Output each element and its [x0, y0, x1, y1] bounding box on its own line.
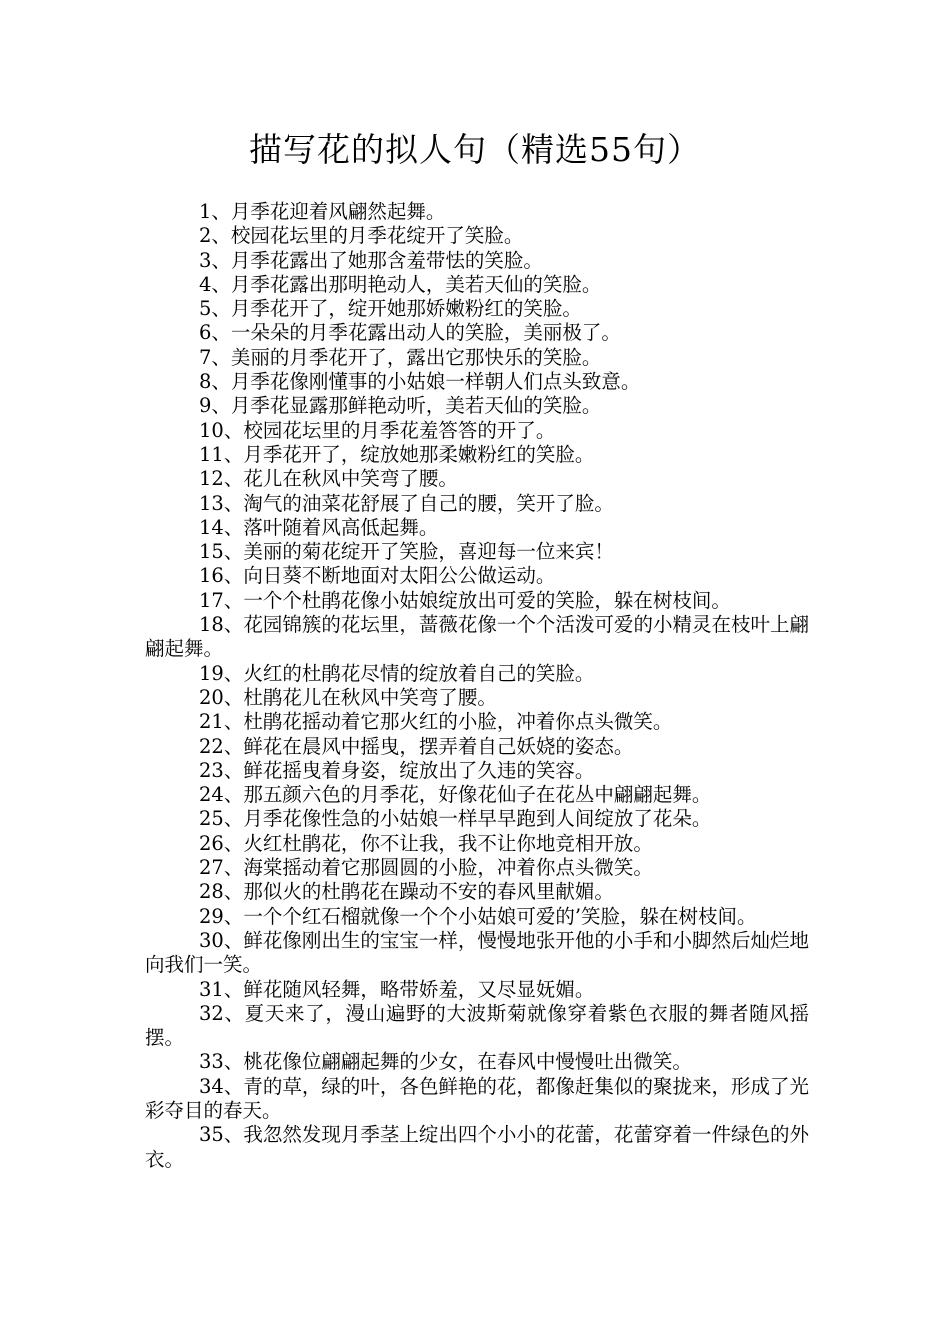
paragraph-15: 15、美丽的菊花绽开了笑脸，喜迎每一位来宾！ — [199, 540, 614, 564]
document-title: 描写花的拟人句（精选55句） — [249, 130, 701, 169]
paragraph-25: 25、月季花像性急的小姑娘一样早早跑到人间绽放了花朵。 — [199, 807, 712, 831]
paragraph-28: 28、那似火的杜鹃花在躁动不安的春风里献媚。 — [199, 880, 614, 904]
paragraph-26: 26、火红杜鹃花，你不让我，我不让你地竞相开放。 — [199, 831, 653, 855]
paragraph-13: 13、淘气的油菜花舒展了自己的腰，笑开了脸。 — [199, 491, 614, 515]
paragraph-11: 11、月季花开了，绽放她那柔嫩粉红的笑脸。 — [199, 442, 595, 466]
paragraph-12: 12、花儿在秋风中笑弯了腰。 — [199, 467, 458, 491]
paragraph-24: 24、那五颜六色的月季花，好像花仙子在花丛中翩翩起舞。 — [199, 783, 712, 807]
paragraph-8: 8、月季花像刚懂事的小姑娘一样朝人们点头致意。 — [199, 370, 641, 394]
paragraph-19: 19、火红的杜鹃花尽情的绽放着自己的笑脸。 — [199, 661, 595, 685]
paragraph-33: 33、桃花像位翩翩起舞的少女，在春风中慢慢吐出微笑。 — [199, 1050, 692, 1074]
paragraph-10: 10、校园花坛里的月季花羞答答的开了。 — [199, 418, 556, 442]
paragraph-9: 9、月季花显露那鲜艳动听，美若天仙的笑脸。 — [199, 394, 602, 418]
paragraph-7: 7、美丽的月季花开了，露出它那快乐的笑脸。 — [199, 345, 602, 369]
paragraph-22: 22、鲜花在晨风中摇曳，摆弄着自己妖娆的姿态。 — [199, 734, 634, 758]
paragraph-21: 21、杜鹃花摇动着它那火红的小脸，冲着你点头微笑。 — [199, 710, 673, 734]
paragraph-23: 23、鲜花摇曳着身姿，绽放出了久违的笑容。 — [199, 758, 595, 782]
paragraph-3: 3、月季花露出了她那含羞带怯的笑脸。 — [199, 248, 543, 272]
paragraph-4: 4、月季花露出那明艳动人，美若天仙的笑脸。 — [199, 272, 602, 296]
document-body — [145, 200, 809, 1172]
paragraph-14: 14、落叶随着风高低起舞。 — [199, 515, 439, 539]
paragraph-29: 29、一个个红石榴就像一个个小姑娘可爱的’笑脸，躲在树枝间。 — [199, 904, 757, 928]
paragraph-30: 30、鲜花像刚出生的宝宝一样，慢慢地张开他的小手和小脚然后灿烂地向我们一笑。 — [145, 928, 809, 977]
paragraph-18: 18、花园锦簇的花坛里，蔷薇花像一个个活泼可爱的小精灵在枝叶上翩翩起舞。 — [145, 613, 809, 661]
paragraph-27: 27、海棠摇动着它那圆圆的小脸，冲着你点头微笑。 — [199, 856, 653, 880]
paragraph-5: 5、月季花开了，绽开她那娇嫩粉红的笑脸。 — [199, 297, 582, 321]
paragraph-34: 34、青的草，绿的叶，各色鲜艳的花，都像赶集似的聚拢来，形成了光彩夺目的春天。 — [145, 1074, 809, 1122]
paragraph-17: 17、一个个杜鹃花像小姑娘绽放出可爱的笑脸，躲在树枝间。 — [199, 588, 731, 612]
paragraph-1: 1、月季花迎着风翩然起舞。 — [199, 200, 446, 223]
paragraph-16: 16、向日葵不断地面对太阳公公做运动。 — [199, 564, 556, 588]
paragraph-2: 2、校园花坛里的月季花绽开了笑脸。 — [199, 224, 524, 248]
paragraph-6: 6、一朵朵的月季花露出动人的笑脸，美丽极了。 — [199, 321, 621, 345]
paragraph-35: 35、我忽然发现月季茎上绽出四个小小的花蕾，花蕾穿着一件绿色的外衣。 — [145, 1123, 809, 1171]
paragraph-32: 32、夏天来了，漫山遍野的大波斯菊就像穿着紫色衣服的舞者随风摇摆。 — [145, 1001, 809, 1050]
paragraph-20: 20、杜鹃花儿在秋风中笑弯了腰。 — [199, 685, 497, 709]
paragraph-31: 31、鲜花随风轻舞，略带娇羞，又尽显妩媚。 — [199, 977, 595, 1001]
